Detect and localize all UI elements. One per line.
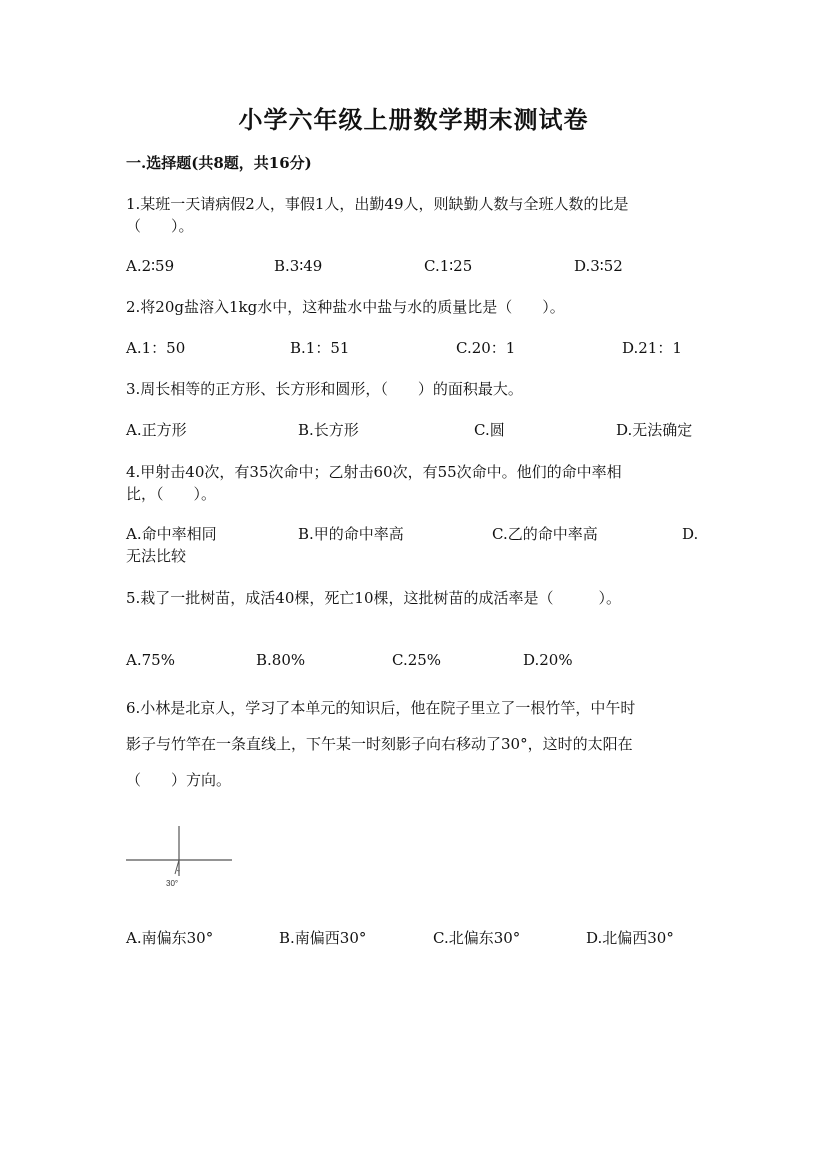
question-1-option-a: A.2∶59 — [126, 257, 175, 275]
question-1-stem — [126, 193, 706, 237]
question-5-option-c: C.25% — [392, 651, 442, 669]
question-3-option-c: C.圆 — [474, 421, 505, 439]
question-4-option-c: C.乙的命中率高 — [492, 525, 598, 543]
question-1-line-2: （ ）。 — [126, 217, 194, 235]
question-4-option-b: B.甲的命中率高 — [298, 525, 404, 543]
angle-label: 30° — [166, 879, 179, 888]
direction-diagram — [124, 824, 236, 898]
question-4-option-d-wrap — [126, 545, 706, 567]
question-4-options — [126, 523, 706, 545]
question-4-line-1: 4.甲射击40次，有35次命中；乙射击60次，有55次命中。他们的命中率相 — [126, 463, 622, 481]
question-5-options — [126, 649, 706, 671]
question-6-options — [126, 927, 706, 949]
question-5-option-b: B.80% — [256, 651, 306, 669]
question-1-options — [126, 255, 706, 277]
question-4-option-d-text: 无法比较 — [126, 547, 187, 565]
question-2-option-b: B.1：51 — [290, 339, 350, 357]
question-2-option-c: C.20：1 — [456, 339, 516, 357]
question-6-option-d: D.北偏西30° — [586, 929, 674, 947]
question-3-option-b: B.长方形 — [298, 421, 359, 439]
question-4-option-a: A.命中率相同 — [126, 525, 217, 543]
shadow-line — [175, 860, 179, 874]
question-5-option-a: A.75% — [126, 651, 175, 669]
question-4-stem — [126, 461, 706, 505]
question-6-line-2: 影子与竹竿在一条直线上，下午某一时刻影子向右移动了30°，这时的太阳在 — [126, 735, 633, 753]
question-1-option-c: C.1∶25 — [424, 257, 473, 275]
question-2-stem — [126, 296, 706, 318]
question-5-option-d: D.20% — [523, 651, 573, 669]
question-6-option-b: B.南偏西30° — [279, 929, 367, 947]
question-3-options — [126, 419, 706, 441]
question-3-option-a: A.正方形 — [126, 421, 187, 439]
direction-diagram-svg — [124, 824, 236, 894]
question-3-line-1: 3.周长相等的正方形、长方形和圆形，（ ）的面积最大。 — [126, 380, 523, 398]
question-6-option-a: A.南偏东30° — [126, 929, 214, 947]
page-title: 小学六年级上册数学期末测试卷 — [238, 105, 589, 134]
question-2-option-a: A.1：50 — [126, 339, 186, 357]
question-1-option-d: D.3∶52 — [574, 257, 623, 275]
question-2-option-d: D.21：1 — [622, 339, 682, 357]
question-3-option-d: D.无法确定 — [616, 421, 693, 439]
question-1-line-1: 1.某班一天请病假2人，事假1人，出勤49人，则缺勤人数与全班人数的比是 — [126, 195, 629, 213]
question-6-stem — [126, 690, 706, 798]
question-2-options — [126, 337, 706, 359]
question-6-option-c: C.北偏东30° — [433, 929, 521, 947]
question-2-line-1: 2.将20g盐溶入1kg水中，这种盐水中盐与水的质量比是（ ）。 — [126, 298, 565, 316]
question-6-line-1: 6.小林是北京人，学习了本单元的知识后，他在院子里立了一根竹竿，中午时 — [126, 699, 636, 717]
question-3-stem — [126, 378, 706, 400]
question-6-line-3: （ ）方向。 — [126, 771, 232, 789]
question-4-option-d: D. — [682, 525, 699, 543]
question-1-option-b: B.3∶49 — [274, 257, 323, 275]
question-5-line-1: 5.栽了一批树苗，成活40棵，死亡10棵，这批树苗的成活率是（ ）。 — [126, 589, 621, 607]
section-heading: 一.选择题(共8题，共16分) — [126, 154, 312, 172]
question-5-stem — [126, 587, 706, 609]
angle-arc — [177, 870, 180, 871]
question-4-line-2: 比，（ ）。 — [126, 485, 217, 503]
